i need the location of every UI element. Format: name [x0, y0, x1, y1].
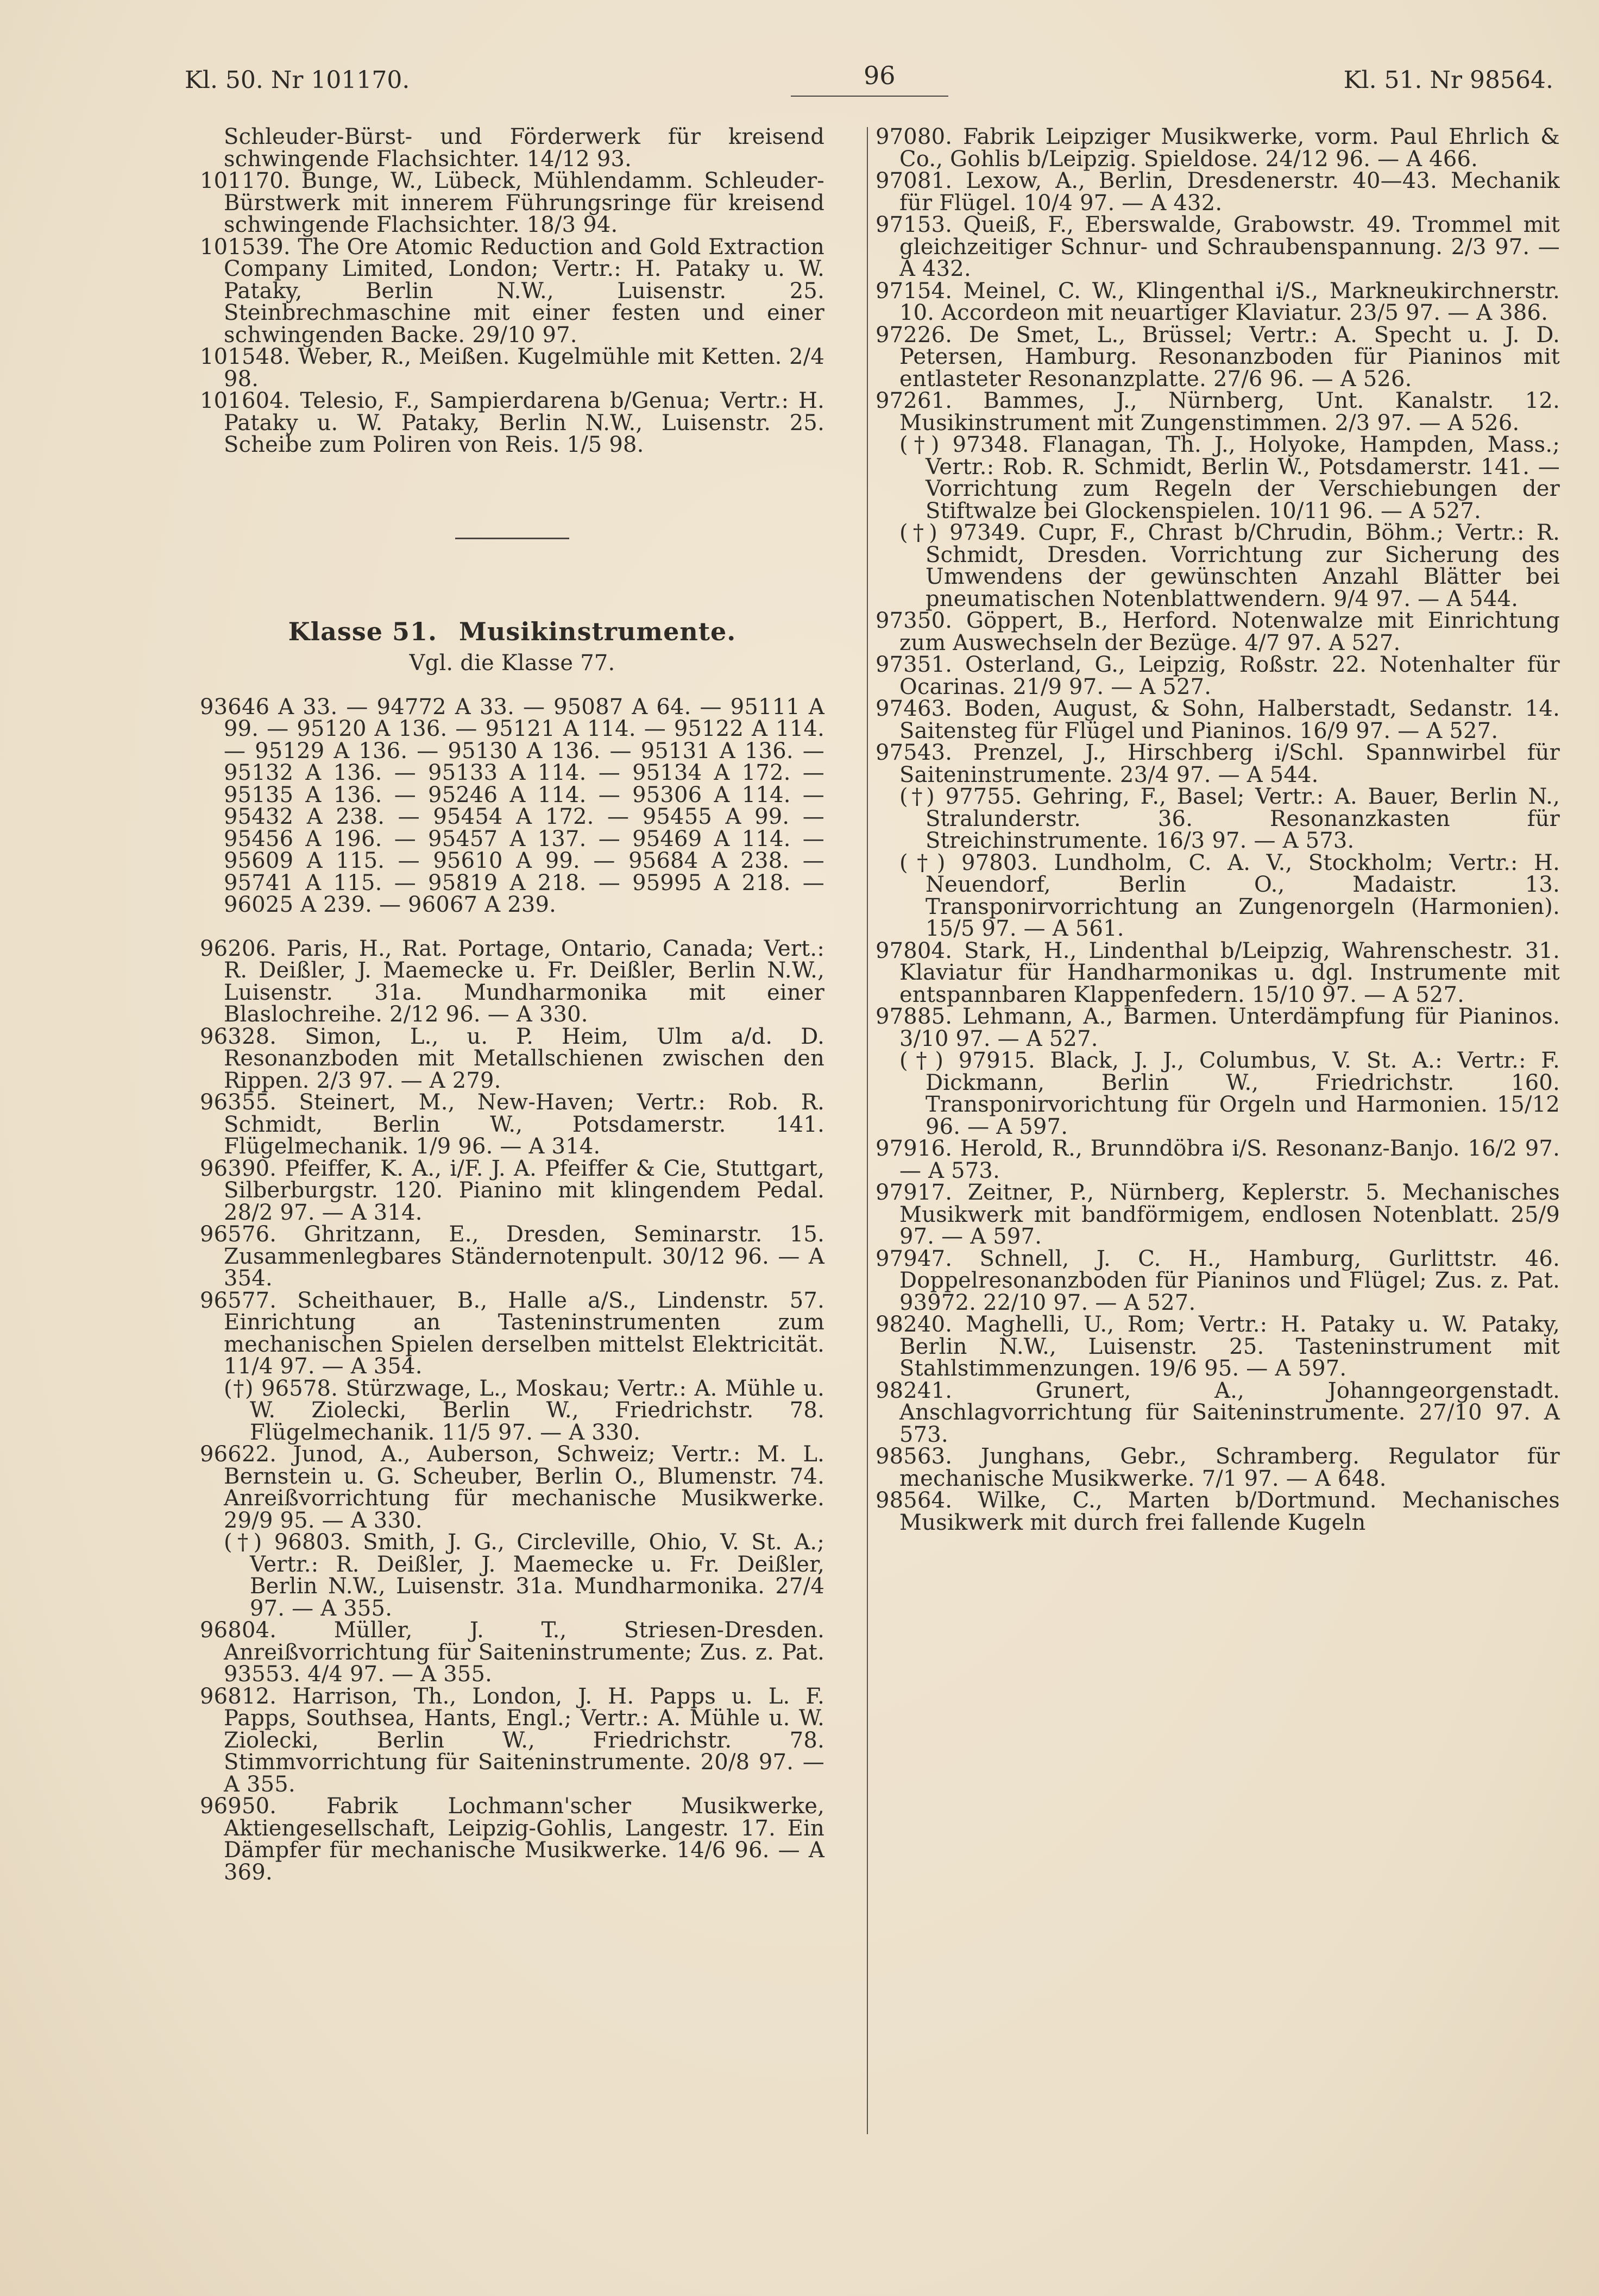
patent-number: 96577. — [200, 1288, 277, 1313]
patent-entry — [876, 434, 1560, 522]
patent-number: 97755. — [945, 784, 1022, 809]
left-entries-before — [200, 126, 824, 456]
patent-text: Zeitner, P., Nürnberg, Keplerstr. 5. Mechanisches Musikwerk mit bandförmigem, endlosen Notenblatt. 25/9 97. — A 597. — [899, 1180, 1560, 1249]
left-entries-after — [200, 938, 824, 1884]
class-name: Musikinstrumente. — [459, 616, 736, 646]
patent-entry — [876, 940, 1560, 1006]
patent-number: 97916. — [876, 1136, 953, 1161]
patent-number: 101539. — [200, 234, 291, 260]
patent-text: Simon, L., u. P. Heim, Ulm a/d. D. Resonanzboden mit Metallschienen zwischen den Rippen. 2/3 97. — A 279. — [224, 1024, 824, 1093]
patent-text: Meinel, C. W., Klingenthal i/S., Markneukirchnerstr. 10. Accordeon mit neuartiger Klaviatur. 23/5 97. — A 386. — [899, 278, 1560, 325]
patent-text: Boden, August, & Sohn, Halberstadt, Sedanstr. 14. Saitensteg für Flügel und Pianinos. 16/9 97. — A 527. — [899, 696, 1560, 743]
patent-entry — [200, 1683, 824, 1797]
patent-entry — [200, 1531, 824, 1619]
patent-entry — [200, 1158, 824, 1224]
patent-entry — [876, 1006, 1560, 1050]
dagger-marker: (†) — [899, 850, 961, 875]
patent-number: 97261. — [876, 388, 953, 413]
patent-text: Schnell, J. C. H., Hamburg, Gurlittstr. 46. Doppelresonanzboden für Pianinos und Flügel; Zus. z. Pat. 93972. 22/10 97. — A 527. — [899, 1246, 1560, 1315]
patent-entry — [876, 390, 1560, 434]
dagger-marker: (†) — [899, 520, 950, 545]
patent-text: Fabrik Leipziger Musikwerke, vorm. Paul Ehrlich & Co., Gohlis b/Leipzig. Spieldose. 24/12 96. — A 466. — [899, 124, 1560, 172]
class-heading — [200, 616, 824, 646]
patent-text: Fabrik Lochmann'scher Musikwerke, Aktiengesellschaft, Leipzig-Gohlis, Langestr. 17. Ein Dämpfer für mechanische Musikwerke. 14/6 96. — A 369. — [224, 1794, 824, 1885]
dagger-marker: (†) — [224, 1376, 261, 1401]
patent-entry — [876, 324, 1560, 390]
patent-text: De Smet, L., Brüssel; Vertr.: A. Specht u. J. D. Petersen, Hamburg. Resonanzboden für Pianinos mit entlasteter Resonanzplatte. 27/6 96. — A 526. — [899, 322, 1560, 392]
patent-entry — [876, 1314, 1560, 1380]
patent-entry — [876, 1490, 1560, 1534]
patent-text: Steinert, M., New-Haven; Vertr.: Rob. R. Schmidt, Berlin W., Potsdamerstr. 141. Flügelmechanik. 1/9 96. — A 314. — [224, 1090, 825, 1159]
patent-number: 96578. — [261, 1376, 338, 1401]
patent-number: 98563. — [876, 1444, 953, 1469]
header-rule — [791, 96, 948, 97]
patent-number: 101604. — [200, 388, 291, 413]
patent-text: Black, J. J., Columbus, V. St. A.: Vertr.: F. Dickmann, Berlin W., Friedrichstr. 160. Transponirvorichtung für Orgeln und Harmonien. 15/12 96. — A 597. — [926, 1048, 1560, 1139]
patent-entry — [876, 170, 1560, 214]
patent-number: 96355. — [200, 1090, 277, 1115]
patent-text: Smith, J. G., Circleville, Ohio, V. St. A.; Vertr.: R. Deißler, J. Maemecke u. Fr. Deißler, Berlin N.W., Luisenstr. 31a. Mundharmonika. 27/4 97. — A 355. — [250, 1530, 825, 1621]
patent-number: 97226. — [876, 322, 953, 348]
patent-number: 96206. — [200, 936, 277, 961]
patent-text: Scheithauer, B., Halle a/S., Lindenstr. 57. Einrichtung an Tasteninstrumenten zum mechanischen Spielen derselben mittelst Elektricität. 11/4 97. — A 354. — [224, 1288, 824, 1379]
patent-entry — [876, 1182, 1560, 1248]
patent-text: Osterland, G., Leipzig, Roßstr. 22. Notenhalter für Ocarinas. 21/9 97. — A 527. — [899, 652, 1560, 699]
dagger-marker: (†) — [899, 432, 953, 457]
patent-number: 97803. — [961, 850, 1038, 875]
patent-text: Pfeiffer, K. A., i/F. J. A. Pfeiffer & Cie, Stuttgart, Silberburgstr. 120. Pianino mit klingendem Pedal. 28/2 97. — A 314. — [224, 1156, 824, 1225]
patent-number: 98564. — [876, 1488, 953, 1513]
patent-entry — [876, 852, 1560, 940]
patent-text: Ghritzann, E., Dresden, Seminarstr. 15. Zusammenlegbares Ständernotenpult. 30/12 96. — A 354. — [224, 1222, 824, 1291]
patent-entry — [876, 522, 1560, 610]
patent-text: Weber, R., Meißen. Kugelmühle mit Ketten. 2/4 98. — [224, 344, 824, 392]
patent-number: 96812. — [200, 1683, 277, 1709]
patent-number: 97349. — [949, 520, 1027, 545]
patent-entry — [200, 346, 824, 390]
patent-entry — [876, 1446, 1560, 1490]
patent-number: 97080. — [876, 124, 953, 149]
patent-entry — [876, 214, 1560, 280]
patent-entry — [200, 1378, 824, 1444]
patent-entry — [876, 698, 1560, 742]
patent-number: 101548. — [200, 344, 291, 369]
patent-text: Herold, R., Brunndöbra i/S. Resonanz-Banjo. 16/2 97. — A 573. — [899, 1136, 1560, 1183]
dagger-marker: (†) — [224, 1530, 274, 1555]
patent-text: Lundholm, C. A. V., Stockholm; Vertr.: H. Neuendorf, Berlin O., Madaistr. 13. Transponirvorrichtung an Zungenorgeln (Harmonien). 15/5 97. — A 561. — [926, 850, 1560, 941]
reference-list: 93646 A 33. — 94772 A 33. — 95087 A 64. — 95111 A 99. — 95120 A 136. — 95121 A 114. — 95122 A 114. — 95129 A 136. — 95130 A 136. — 95131 A 136. — 95132 A 136. — 95133 A 114. — 95134 A 172. — 95135 A 136. — 95246 A 114. — 95306 A 114. — 95432 A 238. — 95454 A 172. — 95455 A 99. — 95456 A 196. — 95457 A 137. — 95469 A 114. — 95609 A 115. — 95610 A 99. — 95684 A 238. — 95741 A 115. — 95819 A 218. — 95995 A 218. — 96025 A 239. — 96067 A 239. — [200, 694, 824, 917]
patent-entry — [200, 938, 824, 1026]
patent-entry — [200, 1092, 824, 1158]
patent-entry — [876, 1138, 1560, 1182]
patent-text: Stark, H., Lindenthal b/Leipzig, Wahrenschestr. 31. Klaviatur für Handharmonikas u. dgl. Instrumente mit entspannbaren Klappenfedern. 15/10 97. — A 527. — [899, 938, 1560, 1007]
patent-text: Grunert, A., Johanngeorgenstadt. Anschlagvorrichtung für Saiteninstrumente. 27/10 97. A 573. — [899, 1378, 1560, 1447]
patent-number: 96390. — [200, 1156, 277, 1181]
header-right: Kl. 51. Nr 98564. — [1343, 66, 1553, 94]
patent-number: 97350. — [876, 608, 953, 633]
patent-number: 97804. — [876, 938, 953, 963]
patent-number: 96576. — [200, 1222, 277, 1247]
patent-text: Junod, A., Auberson, Schweiz; Vertr.: M. L. Bernstein u. G. Scheuber, Berlin O., Blumenstr. 74. Anreißvorrichtung für mechanische Musikwerke. 29/9 95. — A 330. — [224, 1442, 824, 1533]
patent-number: 96803. — [274, 1530, 351, 1555]
patent-text: Cupr, F., Chrast b/Chrudin, Böhm.; Vertr.: R. Schmidt, Dresden. Vorrichtung zur Sicherung des Umwendens der gewünschten Anzahl Blätter bei pneumatischen Notenblattwendern. 9/4 97. — A 544. — [926, 520, 1560, 611]
header-left: Kl. 50. Nr 101170. — [185, 66, 410, 94]
patent-text: Maghelli, U., Rom; Vertr.: H. Pataky u. W. Pataky, Berlin N.W., Luisenstr. 25. Tasteninstrument mit Stahlstimmenzungen. 19/6 95. — A 597. — [899, 1312, 1560, 1381]
patent-text: Stürzwage, L., Moskau; Vertr.: A. Mühle u. W. Ziolecki, Berlin W., Friedrichstr. 78. Flügelmechanik. 11/5 97. — A 330. — [250, 1376, 824, 1445]
patent-entry — [200, 236, 824, 346]
section-rule — [455, 538, 569, 539]
patent-number: 97348. — [952, 432, 1029, 457]
patent-number: 97917. — [876, 1180, 953, 1205]
patent-number: 96950. — [200, 1794, 277, 1819]
patent-text: Telesio, F., Sampierdarena b/Genua; Vertr.: H. Pataky u. W. Pataky, Berlin N.W., Luisenstr. 25. Scheibe zum Poliren von Reis. 1/5 98. — [224, 388, 824, 457]
patent-text: Lexow, A., Berlin, Dresdenerstr. 40—43. Mechanik für Flügel. 10/4 97. — A 432. — [899, 168, 1560, 216]
patent-text: Göppert, B., Herford. Notenwalze mit Einrichtung zum Auswechseln der Bezüge. 4/7 97. A 527. — [899, 608, 1560, 655]
patent-number: 98240. — [876, 1312, 953, 1337]
patent-entry — [876, 126, 1560, 170]
patent-text: The Ore Atomic Reduction and Gold Extraction Company Limited, London; Vertr.: H. Pataky u. W. Pataky, Berlin N.W., Luisenstr. 25. Steinbrechmaschine mit einer festen und einer schwingenden Backe. 29/10 97. — [224, 234, 824, 348]
patent-text: Flanagan, Th. J., Holyoke, Hampden, Mass.; Vertr.: Rob. R. Schmidt, Berlin W., Potsdamerstr. 141. — Vorrichtung zum Regeln der Verschiebungen der Stiftwalze bei Glockenspielen. 10/11 96. — A 527. — [926, 432, 1560, 523]
patent-text: Harrison, Th., London, J. H. Papps u. L. F. Papps, Southsea, Hants, Engl.; Vertr.: A. Mühle u. W. Ziolecki, Berlin W., Friedrichstr. 78. Stimmvorrichtung für Saiteninstrumente. 20/8 97. — A 355. — [224, 1683, 824, 1797]
patent-number: 97543. — [876, 740, 953, 765]
page-number: 96 — [864, 61, 896, 90]
patent-text: Bunge, W., Lübeck, Mühlendamm. Schleuder-Bürstwerk mit innerem Führungsringe für kreisend schwingende Flachsichter. 18/3 94. — [224, 168, 824, 237]
patent-entry — [876, 654, 1560, 698]
left-column — [200, 126, 824, 1883]
patent-text: Wilke, C., Marten b/Dortmund. Mechanisches Musikwerk mit durch frei fallende Kugeln — [899, 1488, 1560, 1535]
class-label: Klasse 51. — [288, 616, 438, 646]
patent-entry — [200, 1619, 824, 1686]
patent-entry — [876, 786, 1560, 852]
patent-entry — [200, 1795, 824, 1883]
patent-number: 97885. — [876, 1004, 953, 1029]
dagger-marker: (†) — [899, 1048, 959, 1073]
patent-entry — [200, 390, 824, 456]
patent-entry — [876, 742, 1560, 786]
patent-entry — [876, 1248, 1560, 1314]
patent-text: Lehmann, A., Barmen. Unterdämpfung für Pianinos. 3/10 97. — A 527. — [899, 1004, 1560, 1051]
patent-entry — [200, 1026, 824, 1092]
patent-number: 96622. — [200, 1442, 277, 1467]
patent-entry — [200, 1443, 824, 1531]
patent-number: 97153. — [876, 212, 953, 237]
patent-entry — [200, 1290, 824, 1378]
patent-entry — [876, 610, 1560, 654]
running-header — [185, 61, 1553, 104]
patent-number: 97463. — [876, 696, 953, 721]
patent-entry — [876, 1050, 1560, 1138]
patent-number: 97947. — [876, 1246, 953, 1271]
patent-entry — [200, 170, 824, 236]
patent-text: Paris, H., Rat. Portage, Ontario, Canada; Vert.: R. Deißler, J. Maemecke u. Fr. Deißler, Berlin N.W., Luisenstr. 31a. Mundharmonika mit einer Blaslochreihe. 2/12 96. — A 330. — [224, 936, 825, 1027]
patent-text: Queiß, F., Eberswalde, Grabowstr. 49. Trommel mit gleichzeitiger Schnur- und Schraubenspannung. 2/3 97. — A 432. — [899, 212, 1560, 281]
patent-number: 97154. — [876, 278, 953, 304]
patent-entry — [876, 280, 1560, 324]
patent-number: 97915. — [958, 1048, 1035, 1073]
patent-number: 97081. — [876, 168, 953, 193]
right-column — [876, 126, 1560, 1534]
patent-text: Junghans, Gebr., Schramberg. Regulator für mechanische Musikwerke. 7/1 97. — A 648. — [899, 1444, 1560, 1491]
column-divider — [867, 127, 868, 2134]
patent-text: Gehring, F., Basel; Vertr.: A. Bauer, Berlin N., Stralunderstr. 36. Resonanzkasten für Streichinstrumente. 16/3 97. — A 573. — [926, 784, 1560, 853]
patent-text: Prenzel, J., Hirschberg i/Schl. Spannwirbel für Saiteninstrumente. 23/4 97. — A 544. — [899, 740, 1560, 787]
patent-entry — [876, 1380, 1560, 1446]
dagger-marker: (†) — [899, 784, 946, 809]
patent-number: 96328. — [200, 1024, 277, 1049]
patent-number: 98241. — [876, 1378, 953, 1403]
patent-text: Bammes, J., Nürnberg, Unt. Kanalstr. 12. Musikinstrument mit Zungenstimmen. 2/3 97. — A 526. — [899, 388, 1560, 436]
patent-text: Müller, J. T., Striesen-Dresden. Anreißvorrichtung für Saiteninstrumente; Zus. z. Pat. 93553. 4/4 97. — A 355. — [224, 1618, 824, 1687]
patent-text: Schleuder-Bürst- und Förderwerk für kreisend schwingende Flachsichter. 14/12 93. — [224, 124, 824, 172]
patent-entry — [200, 1223, 824, 1290]
patent-number: 96804. — [200, 1618, 277, 1643]
right-entries — [876, 126, 1560, 1534]
class-see-also: Vgl. die Klasse 77. — [409, 651, 615, 676]
patent-entry — [200, 126, 824, 170]
patent-number: 101170. — [200, 168, 291, 193]
patent-number: 97351. — [876, 652, 953, 677]
